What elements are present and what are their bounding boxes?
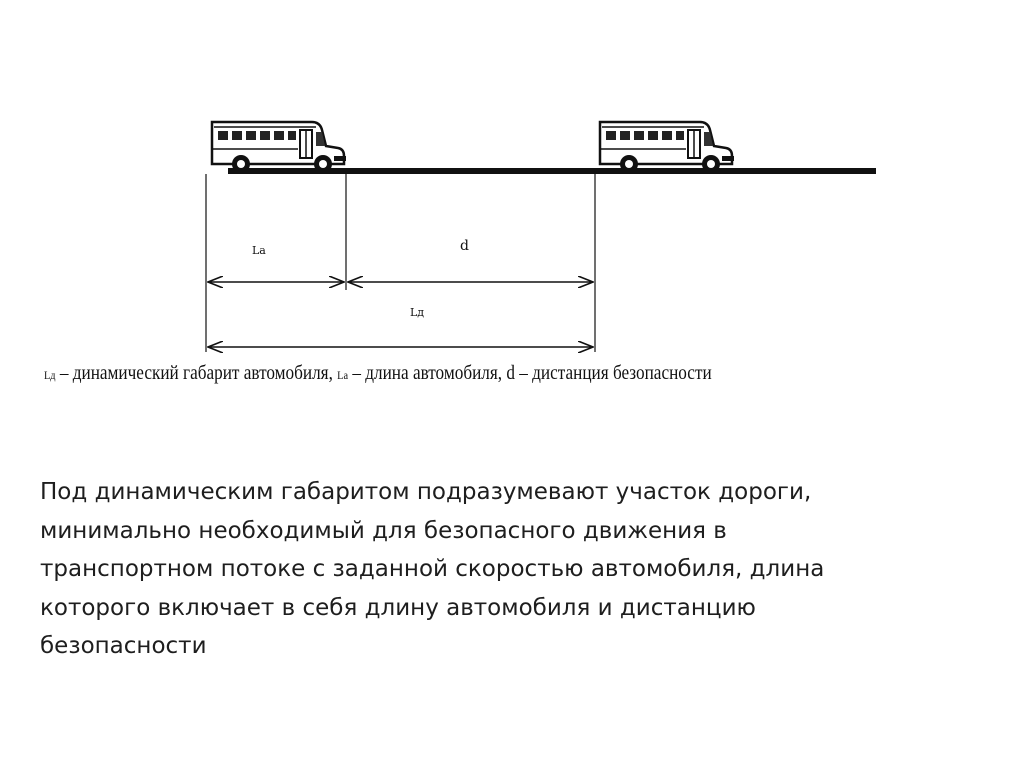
bus-icon [212,122,346,173]
diagram-caption [44,362,712,385]
paragraph-line: минимально необходимый для безопасного движения в [40,517,727,544]
caption-ld-symbol: Lд [44,368,56,382]
caption-la-symbol: La [337,368,349,382]
caption-part2: – длина автомобиля, d – дистанция безопасности [348,362,712,384]
d-label: d [460,238,469,254]
paragraph-line: Под динамическим габаритом подразумевают участок дороги, [40,479,812,505]
paragraph-line: транспортном потоке с заданной скоростью автомобиля, длина [40,556,825,582]
paragraph-line: которого включает в себя длину автомобиля и дистанцию [40,594,756,621]
ld-label: Lд [410,306,425,319]
paragraph-line: безопасности [40,633,207,659]
caption-part1: – динамический габарит автомобиля, [55,362,338,384]
la-label: La [252,244,266,257]
definition-paragraph [40,473,990,666]
bus-icon [600,122,734,173]
